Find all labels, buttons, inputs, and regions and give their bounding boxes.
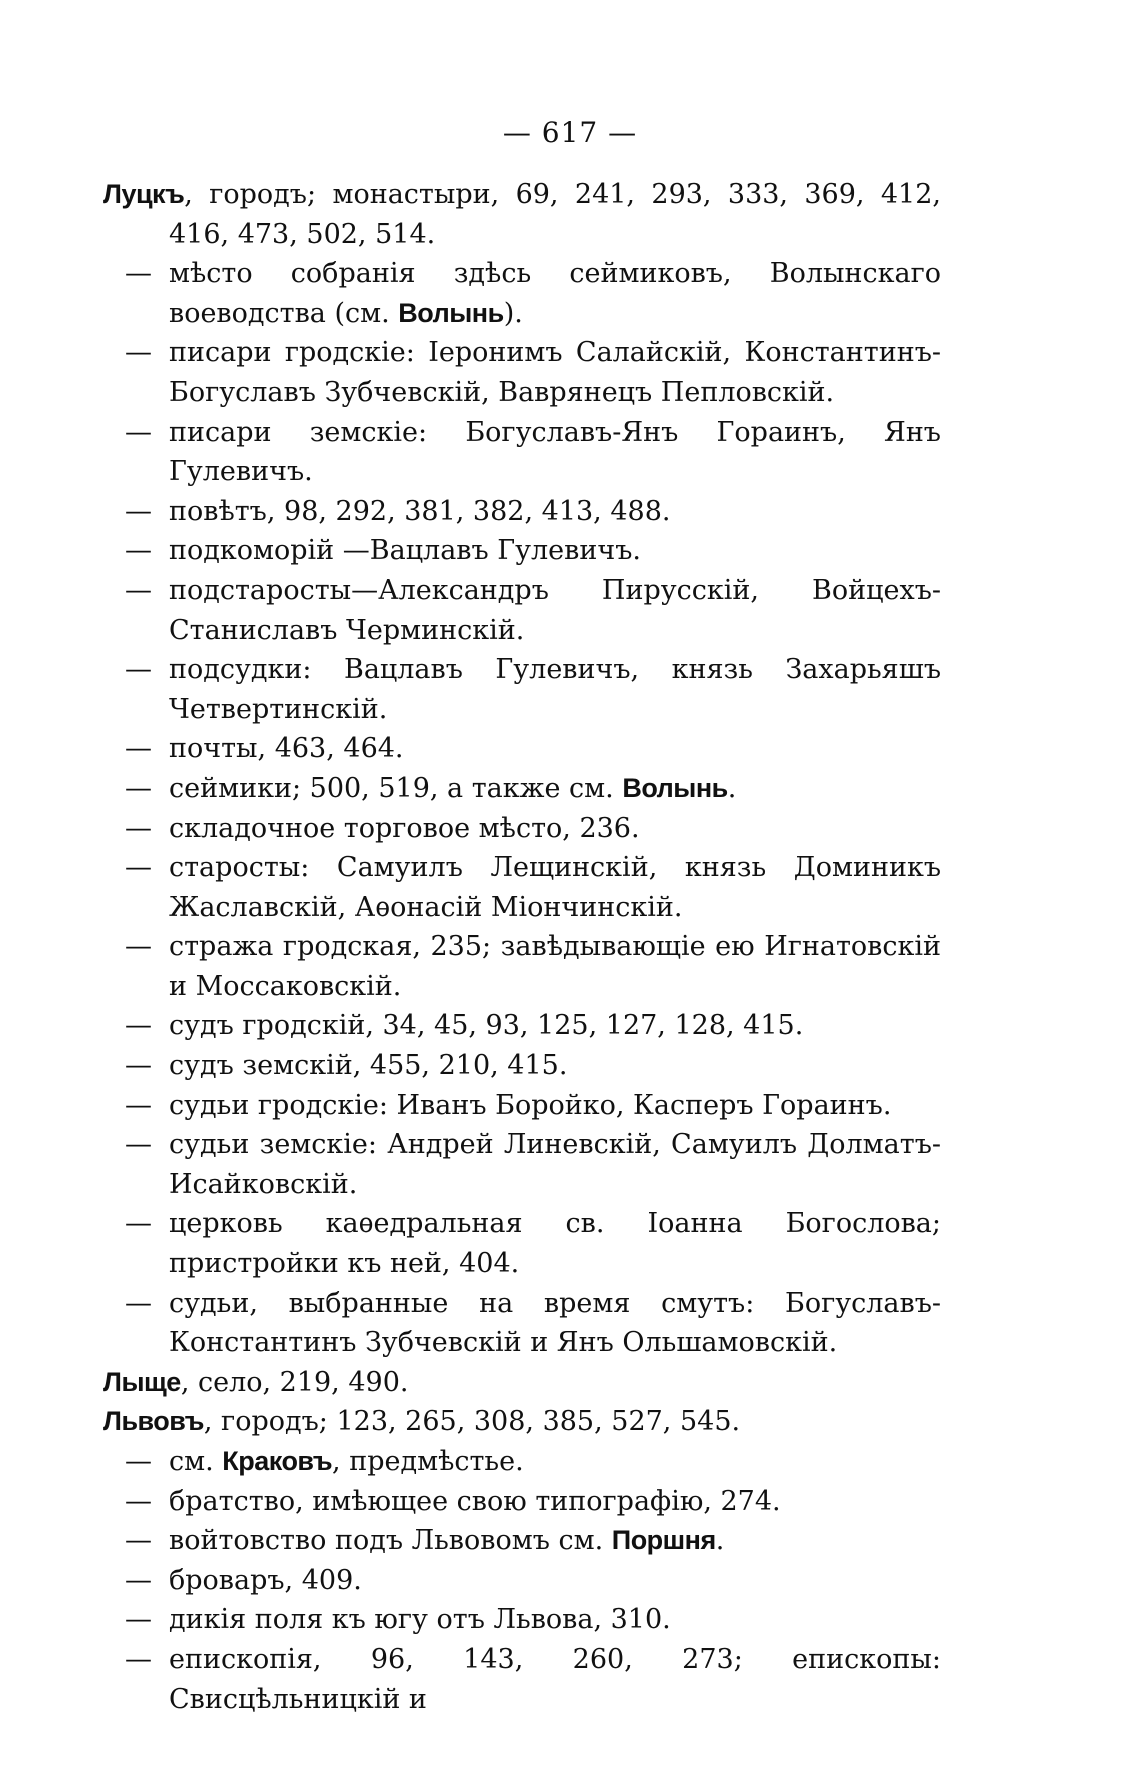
sub-entry-text: судъ земскій, 455, 210, 415.: [169, 1050, 568, 1082]
sub-entry: [103, 1482, 941, 1522]
dash: —: [125, 416, 152, 448]
entry-text: , городъ; 123, 265, 308, 385, 527, 545.: [203, 1406, 741, 1438]
dash: —: [125, 337, 152, 369]
dash: —: [125, 1525, 152, 1557]
dash: —: [125, 1643, 152, 1675]
sub-entry: [103, 1046, 941, 1086]
sub-entry: [103, 848, 941, 927]
sub-entry: [103, 1006, 941, 1046]
dash: —: [125, 1446, 152, 1477]
cross-reference: Волынь: [622, 772, 728, 803]
entry-text: , село, 219, 490.: [180, 1366, 409, 1398]
dash: —: [125, 1208, 152, 1240]
dash: —: [125, 1564, 152, 1596]
index-entry: [103, 175, 941, 254]
sub-entry-text: повѣтъ, 98, 292, 381, 382, 413, 488.: [169, 495, 671, 527]
entry-headword: Львовъ: [103, 1406, 204, 1437]
sub-entry: [103, 333, 941, 412]
dash: —: [125, 654, 152, 686]
sub-entry-text: складочное торговое мѣсто, 236.: [169, 812, 640, 844]
sub-entry-tail: , предмѣстье.: [332, 1446, 524, 1477]
sub-entry-text: подстаросты—Александръ Пирусскій, Войцехъ-Станиславъ Черминскій.: [169, 574, 941, 646]
sub-entry-text: судъ гродскій, 34, 45, 93, 125, 127, 128, 415.: [169, 1010, 804, 1042]
sub-entry-text: писари земскіе: Богуславъ-Янъ Гораинъ, Янъ Гулевичъ.: [169, 416, 941, 488]
sub-entry: [103, 1600, 941, 1640]
sub-entry: [103, 927, 941, 1006]
sub-entry: [103, 531, 941, 571]
entry-headword: Лыще: [103, 1366, 181, 1397]
sub-entry-text: мѣсто собранія здѣсь сеймиковъ, Волынскаго воеводства (см.: [169, 258, 941, 329]
sub-entry: [103, 492, 941, 532]
dash: —: [125, 574, 152, 606]
sub-entry: [103, 769, 941, 809]
sub-entry-text: стража гродская, 235; завѣдывающіе ею Игнатовскій и Моссаковскій.: [169, 931, 941, 1002]
sub-entry-text: судьи, выбранные на время смутъ: Богуславъ-Константинъ Зубчевскій и Янъ Ольшамовскій.: [169, 1287, 941, 1359]
sub-entry-text: подсудки: Вацлавъ Гулевичъ, князь Захарьяшъ Четвертинскій.: [169, 654, 941, 725]
cross-reference: Поршня: [611, 1525, 716, 1556]
sub-entry: [103, 254, 941, 333]
sub-entry-tail: .: [727, 772, 737, 804]
sub-entry-text: почты, 463, 464.: [169, 733, 404, 765]
sub-entry-text: подкоморій —Вацлавъ Гулевичъ.: [169, 535, 641, 567]
dash: —: [125, 1287, 152, 1319]
sub-entry-text: броваръ, 409.: [169, 1564, 362, 1596]
sub-entry: [103, 413, 941, 492]
page-number: — 617 —: [502, 116, 638, 149]
index-list: [103, 175, 941, 1719]
sub-entry-text: см.: [169, 1446, 223, 1477]
index-entry: [103, 1402, 941, 1442]
sub-entry: [103, 809, 941, 849]
sub-entry-text: братство, имѣющее свою типографію, 274.: [169, 1485, 781, 1517]
sub-entry: [103, 1521, 941, 1561]
sub-entry: [103, 1640, 941, 1719]
dash: —: [125, 812, 152, 844]
cross-reference: Волынь: [398, 297, 504, 328]
sub-entry-text: сеймики; 500, 519, а также см.: [169, 772, 623, 804]
sub-entry-text: дикія поля къ югу отъ Львова, 310.: [169, 1604, 671, 1636]
dash: —: [125, 733, 152, 765]
dash: —: [125, 1485, 152, 1517]
dash: —: [125, 931, 152, 963]
dash: —: [125, 772, 152, 804]
sub-entry: [103, 1284, 941, 1363]
sub-entry: [103, 729, 941, 769]
sub-entry-text: епископія, 96, 143, 260, 273; епископы: Свисцѣльницкій и: [169, 1643, 941, 1715]
dash: —: [125, 1129, 152, 1161]
sub-entry: [103, 1086, 941, 1126]
sub-entry-text: писари гродскіе: Іеронимъ Салайскій, Константинъ-Богуславъ Зубчевскій, Ваврянецъ Пепловскій.: [169, 337, 941, 408]
sub-entry-text: церковь каѳедральная св. Іоанна Богослова; пристройки къ ней, 404.: [169, 1208, 941, 1280]
entry-headword: Луцкъ: [103, 179, 185, 209]
index-entry: [103, 1363, 941, 1403]
sub-entry: [103, 650, 941, 729]
dash: —: [125, 1604, 152, 1636]
sub-entry-text: войтовство подъ Львовомъ см.: [169, 1525, 612, 1557]
sub-entry: [103, 1125, 941, 1204]
sub-entry: [103, 1561, 941, 1601]
dash: —: [125, 1010, 152, 1042]
sub-entry: [103, 1204, 941, 1283]
dash: —: [125, 1089, 152, 1121]
sub-entry-tail: ).: [503, 297, 523, 329]
dash: —: [125, 258, 152, 290]
cross-reference: Краковъ: [222, 1446, 333, 1476]
sub-entry-text: судьи гродскіе: Иванъ Боройко, Касперъ Гораинъ.: [169, 1089, 892, 1121]
dash: —: [125, 495, 152, 527]
sub-entry: [103, 571, 941, 650]
dash: —: [125, 535, 152, 567]
sub-entry-text: судьи земскіе: Андрей Линевскій, Самуилъ Долматъ-Исайковскій.: [169, 1129, 941, 1200]
dash: —: [125, 1050, 152, 1082]
sub-entry-text: старосты: Самуилъ Лещинскій, князь Доминикъ Жаславскій, Аѳонасій Міончинскій.: [169, 852, 941, 923]
dash: —: [125, 852, 152, 884]
entry-text: , городъ; монастыри, 69, 241, 293, 333, 369, 412, 416, 473, 502, 514.: [169, 179, 941, 250]
sub-entry: [103, 1442, 941, 1482]
sub-entry-tail: .: [715, 1525, 725, 1557]
